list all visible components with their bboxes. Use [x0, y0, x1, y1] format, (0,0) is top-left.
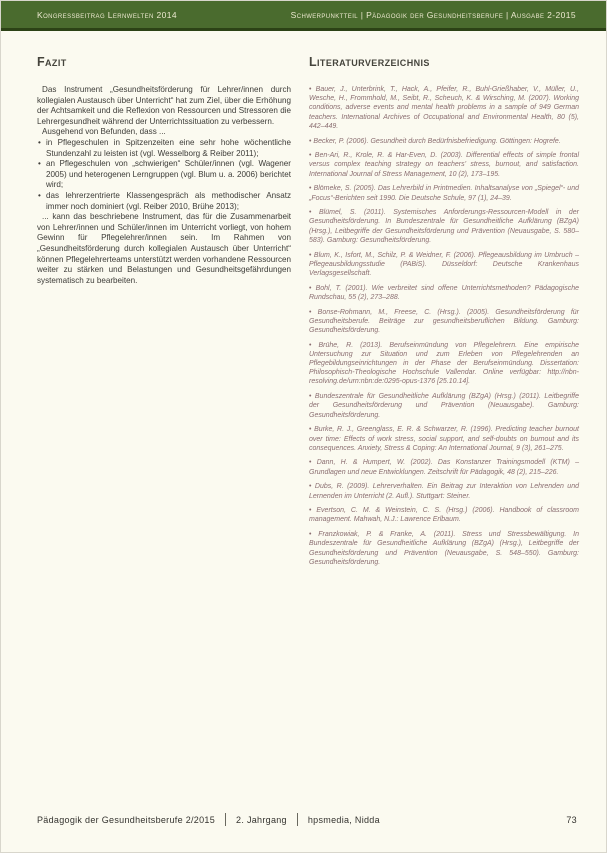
footer-journal-label: Pädagogik der Gesundheitsberufe 2/2015	[37, 814, 216, 825]
footer-separator	[225, 813, 226, 826]
fazit-bullet-item: • an Pflegeschulen von „schwierigen“ Schüler/innen (vgl. Wagener 2005) und heterogenen Lerngruppen (vgl. Blum u. a. 2006) berichtet wird;	[37, 159, 291, 191]
reference-item: • Becker, P. (2006). Gesundheit durch Bedürfnisbefriedigung. Göttingen: Hogrefe.	[309, 137, 579, 146]
reference-item: • Bohl, T. (2001). Wie verbreitet sind offene Unterrichtsmethoden? Pädagogische Rundschau, 55 (2), 273–288.	[309, 284, 579, 302]
fazit-paragraph-3: ... kann das beschriebene Instrument, das für die Zusammenarbeit von Lehrer/innen und Schüler/innen im Unterricht vorliegt, von hohem Gewinn für Pflegelehrer/innen sein. Im Rahmen von „Gesundheitsförderung durch kollegialen Austausch über Unterricht“ können Pflegelehrerteams unterstützt werden vorhandene Ressourcen weiter zu stärken und Belastungen und Gesundheitsgefährdungen systematisch zu bearbeiten.	[37, 212, 291, 285]
reference-item: • Franzkowiak, P. & Franke, A. (2011). Stress und Stressbewältigung. In Bundeszentrale für Gesundheitliche Aufklärung (BZgA) (Hrsg.), Leitbegriffe der Gesundheitsförderung und Prävention (Neuausgabe, S. 548–550). Gamburg: Gesundheitsförderung.	[309, 530, 579, 567]
reference-item: • Bundeszentrale für Gesundheitliche Aufklärung (BZgA) (Hrsg.) (2011). Leitbegriffe der Gesundheitsförderung und Prävention (Neuausgabe). Gamburg: Gesundheitsförderung.	[309, 392, 579, 420]
fazit-paragraph-1: Das Instrument „Gesundheitsförderung für Lehrer/innen durch kollegialen Austausch über Unterricht“ hat zum Ziel, über die Erhöhung der Achtsamkeit und die Reflexion von Ressourcen und Stressoren die Lehrergesundheit während der Unterrichtssituation zu verbessern.	[37, 85, 291, 126]
reference-list	[309, 85, 579, 567]
header-congress-label: Kongressbeitrag Lernwelten 2014	[37, 9, 177, 20]
reference-item: • Dann, H. & Humpert, W. (2002). Das Konstanzer Trainingsmodell (KTM) – Grundlagen und neue Entwicklungen. Zeitschrift für Pädagogik, 48 (2), 215–226.	[309, 458, 579, 476]
reference-item: • Blum, K., Isfort, M., Schilz, P. & Weidner, F. (2006). Pflegeausbildung im Umbruch – Pflegeausbildungsstudie (PABiS). Düsseldorf: Deutsche Krankenhaus Verlagsgesellschaft.	[309, 251, 579, 279]
fazit-bullet-list	[37, 138, 291, 212]
reference-item: • Dubs, R. (2009). Lehrerverhalten. Ein Beitrag zur Interaktion von Lehrenden und Lernenden im Unterricht (2. Aufl.). Stuttgart: Steiner.	[309, 482, 579, 500]
literature-title: Literaturverzeichnis	[309, 55, 430, 69]
reference-item: • Ben-Ari, R., Krole, R. & Har-Even, D. (2003). Differential effects of simple frontal versus complex teaching strategy on teachers’ stress, burnout, and satisfaction. International Journal of Stress Management, 10 (2), 173–195.	[309, 151, 579, 179]
reference-item: • Blümel, S. (2011). Systemisches Anforderungs-Ressourcen-Modell in der Gesundheitsförderung. In Bundeszentrale für Gesundheitliche Aufklärung (BZgA) (Hrsg.), Leitbegriffe der Gesundheitsförderung und Prävention (Neuausgabe, S. 580–583). Gamburg: Gesundheitsförderung.	[309, 208, 579, 245]
reference-item: • Brühe, R. (2013). Berufseinmündung von Pflegelehrern. Eine empirische Untersuchung zur Situation und zum Erleben von Pflegelehrenden an Pflegebildungseinrichtungen in der Phase der Berufseinmündung. Dissertation: Philosophisch-Theologische Hochschule Vallendar. Online verfügbar: http://nbn-resolving.de/urn:nbn:de:0295-opus-1376 [25.10.14].	[309, 341, 579, 387]
header-issue-label: Schwerpunktteil | Pädagogik der Gesundheitsberufe | Ausgabe 2-2015	[290, 9, 576, 20]
reference-item: • Bonse-Rohmann, M., Freese, C. (Hrsg.). (2005). Gesundheitsförderung für Gesundheitsberufe. Beiträge zur gesundheitsberuflichen Bildung. Gamburg: Gesundheitsförderung.	[309, 308, 579, 336]
footer-publisher-label: hpsmedia, Nidda	[307, 814, 380, 825]
fazit-section	[37, 55, 291, 572]
reference-item: • Bauer, J., Unterbrink, T., Hack, A., Pfeifer, R., Buhl-Grießhaber, V., Müller, U., Wesche, H., Frommhold, M., Seibt, R., Scheuch, K. & Wirsching, M. (2007). Working conditions, adverse events and mental health problems in a sample of 949 German teachers. International Archives of Occupational and Environmental Health, 80 (5), 442–449.	[309, 85, 579, 131]
page-body	[1, 31, 606, 572]
page-number: 73	[566, 814, 577, 825]
fazit-bullet-item: • das lehrerzentrierte Klassengespräch als methodischer Ansatz immer noch dominiert (vgl. Reiber 2010, Brühe 2013);	[37, 191, 291, 212]
literature-section	[309, 55, 579, 572]
reference-item: • Blömeke, S. (2005). Das Lehrerbild in Printmedien. Inhaltsanalyse von „Spiegel“- und „Focus“-Berichten seit 1990. Die Deutsche Schule, 97 (1), 24–39.	[309, 184, 579, 202]
reference-item: • Evertson, C. M. & Weinstein, C. S. (Hrsg.) (2006). Handbook of classroom management. Mahwah, N.J.: Lawrence Erlbaum.	[309, 506, 579, 524]
page-header	[1, 1, 606, 31]
fazit-paragraph-2: Ausgehend von Befunden, dass ...	[42, 127, 166, 137]
page-footer	[37, 813, 577, 826]
fazit-bullet-item: • in Pflegeschulen in Spitzenzeiten eine sehr hohe wöchentliche Stundenzahl zu leisten ist (vgl. Wesselborg & Reiber 2011);	[37, 138, 291, 159]
footer-separator	[297, 813, 298, 826]
reference-item: • Burke, R. J., Greenglass, E. R. & Schwarzer, R. (1996). Predicting teacher burnout over time: Effects of work stress, social support, and self-doubts on burnout and its consequences. Anxiety, Stress & Coping: An International Journal, 9 (3), 261–275.	[309, 425, 579, 453]
footer-volume-label: 2. Jahrgang	[236, 814, 287, 825]
fazit-title: Fazit	[37, 55, 67, 69]
